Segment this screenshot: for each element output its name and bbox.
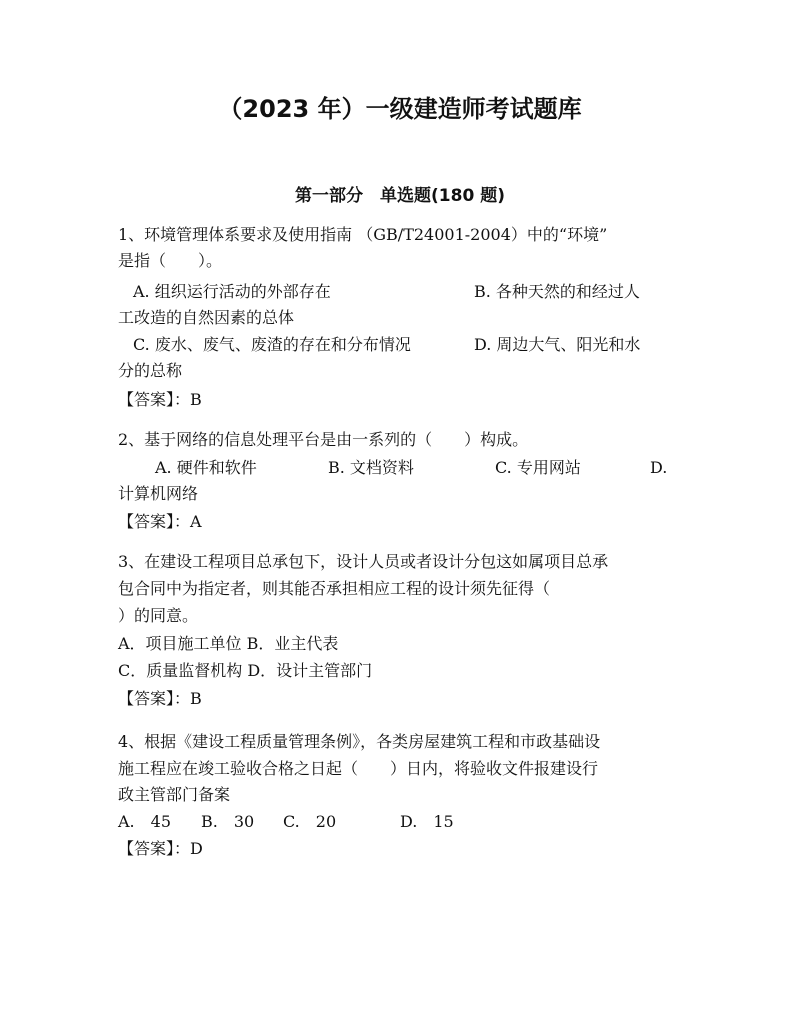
question-1-stem-line-2: 是指（ ）。 [118, 251, 223, 270]
question-2-option-d-continued: 计算机网络 [118, 484, 199, 503]
question-2-option-a: A. 硬件和软件 [155, 458, 257, 477]
question-4-stem-line-1: 4、根据《建设工程质量管理条例》，各类房屋建筑工程和市政基础设 [118, 732, 601, 751]
question-2-option-d: D. [650, 458, 668, 477]
question-3-stem-line-3: ）的同意。 [118, 606, 199, 625]
question-4-option-a: A. 45 [118, 812, 172, 831]
question-1-option-b-continued: 工改造的自然因素的总体 [118, 308, 295, 327]
question-3-stem-line-2: 包合同中为指定者，则其能否承担相应工程的设计须先征得（ [118, 579, 551, 598]
answer-prefix: 【答案】： [118, 839, 191, 858]
question-2-option-b: B. 文档资料 [328, 458, 414, 477]
question-3-answer [118, 686, 202, 712]
question-3-stem-line-1: 3、在建设工程项目总承包下，设计人员或者设计分包这如属项目总承 [118, 552, 609, 571]
question-1-option-a: A. 组织运行活动的外部存在 [133, 282, 331, 301]
question-4-option-d: D. 15 [400, 812, 454, 831]
answer-value: D [190, 839, 203, 858]
document-title: （2023 年）一级建造师考试题库 [218, 95, 582, 123]
question-4-option-b: B. 30 [201, 812, 255, 831]
question-4-stem-line-3: 政主管部门备案 [118, 785, 231, 804]
question-2-stem-line-1: 2、基于网络的信息处理平台是由一系列的（ ）构成。 [118, 430, 529, 449]
answer-prefix: 【答案】： [118, 689, 191, 708]
answer-value: B [190, 390, 202, 409]
question-4-answer [118, 836, 203, 862]
question-1-option-d-continued: 分的总称 [118, 361, 183, 380]
answer-prefix: 【答案】： [118, 390, 191, 409]
question-3-options-ab: A．项目施工单位 B．业主代表 [118, 634, 339, 653]
answer-value: A [190, 512, 202, 531]
question-2-answer [118, 509, 202, 535]
question-1-option-b: B. 各种天然的和经过人 [474, 282, 640, 301]
question-1-stem-line-1: 1、环境管理体系要求及使用指南 （GB/T24001-2004）中的“环境” [118, 225, 608, 244]
section-heading: 第一部分 单选题(180 题) [295, 186, 505, 206]
question-4-stem-line-2: 施工程应在竣工验收合格之日起（ ）日内，将验收文件报建设行 [118, 759, 599, 778]
question-2-option-c: C. 专用网站 [495, 458, 581, 477]
answer-value: B [190, 689, 202, 708]
question-1-option-c: C. 废水、废气、废渣的存在和分布情况 [133, 335, 411, 354]
question-4-option-c: C. 20 [283, 812, 337, 831]
question-1-answer [118, 387, 202, 413]
answer-prefix: 【答案】： [118, 512, 191, 531]
question-3-options-cd: C．质量监督机构 D．设计主管部门 [118, 661, 373, 680]
question-1-option-d: D. 周边大气、阳光和水 [474, 335, 641, 354]
